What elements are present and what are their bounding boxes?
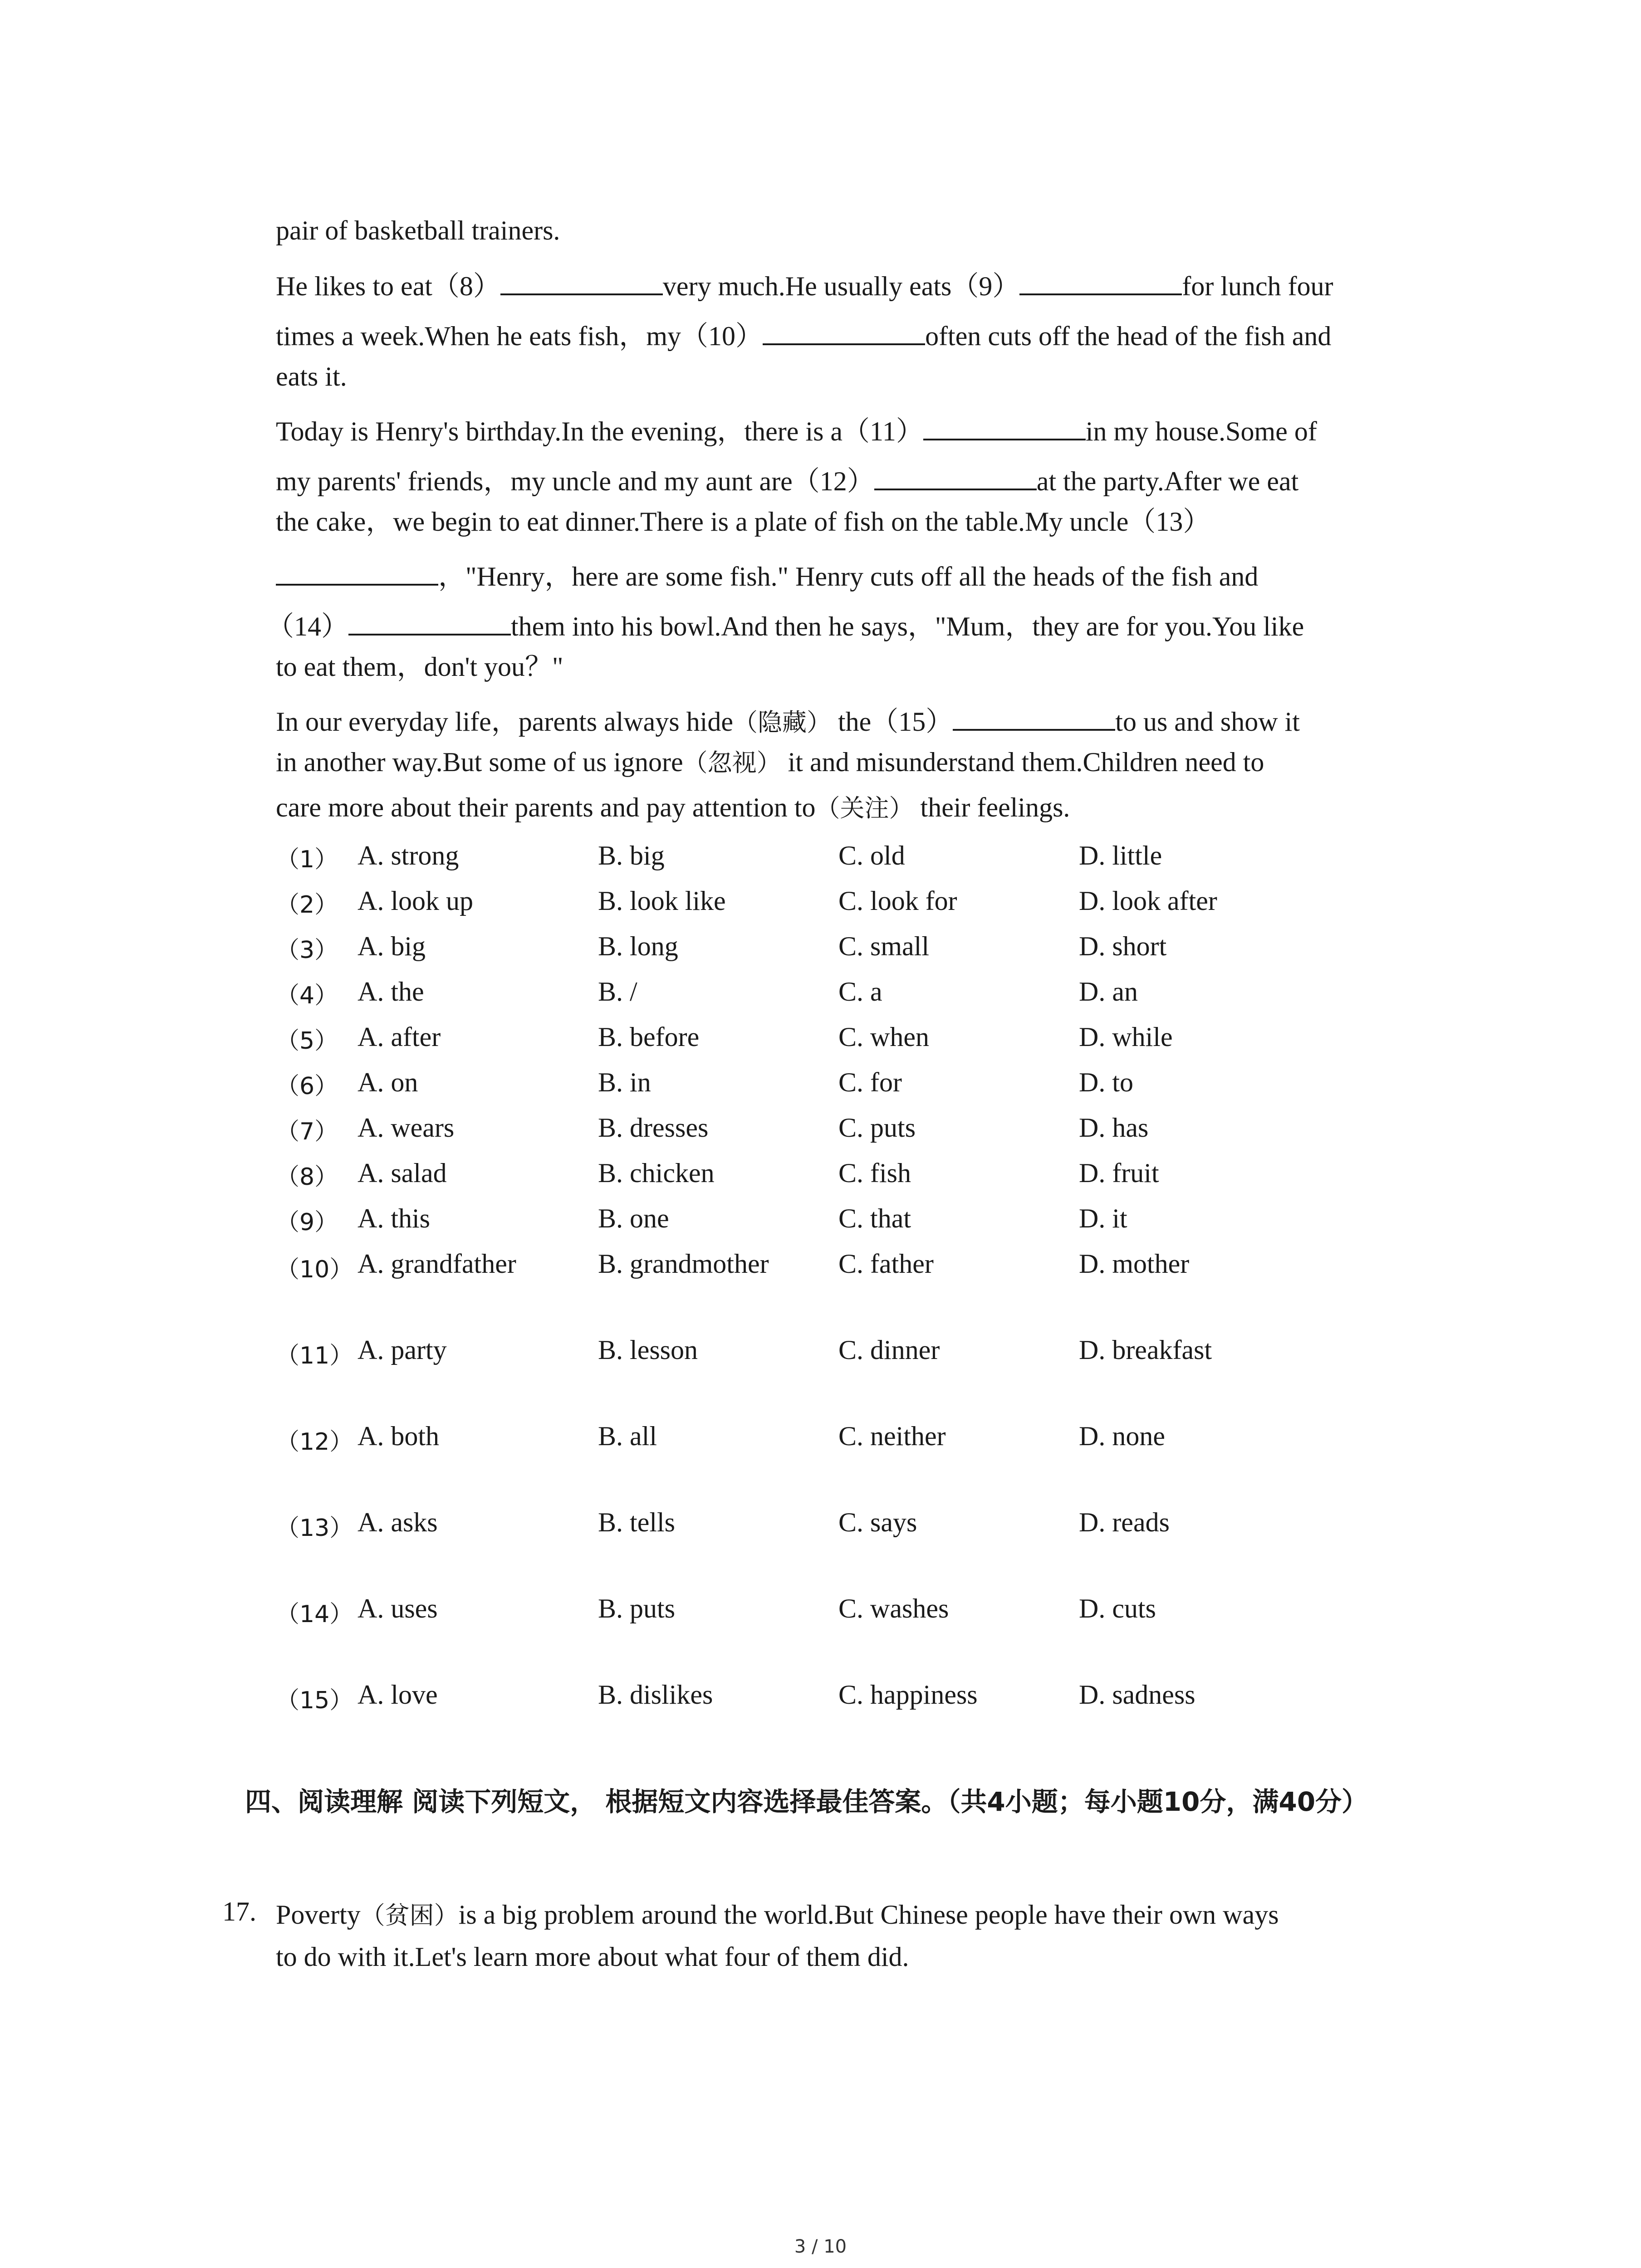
option-row: （4） A. the B. / C. a D. an <box>276 977 1138 1009</box>
passage-line: （14） them into his bowl.And then he says，"Mum，they are for you.You like <box>267 608 1304 640</box>
option-d[interactable]: D. cuts <box>1079 1593 1156 1623</box>
blank-8[interactable] <box>500 268 663 295</box>
option-d[interactable]: D. sadness <box>1079 1680 1195 1710</box>
blank-10[interactable] <box>763 318 925 345</box>
question-line: Poverty（贫困）is a big problem around the world.But Chinese people have their own ways <box>276 1900 1279 1930</box>
option-a[interactable]: A. party <box>358 1335 447 1365</box>
option-d[interactable]: D. none <box>1079 1421 1165 1451</box>
option-a[interactable]: A. both <box>358 1421 439 1451</box>
blank-14[interactable] <box>348 608 511 635</box>
option-row: （1） A. strong B. big C. old D. little <box>276 841 1162 873</box>
option-c[interactable]: C. look for <box>838 886 957 916</box>
option-b[interactable]: B. chicken <box>598 1158 715 1188</box>
passage-line: In our everyday life，parents always hide（隐藏） the（15） to us and show it <box>276 703 1300 735</box>
passage-line: to eat them，don't you？" <box>276 652 563 682</box>
passage-line: in another way.But some of us ignore（忽视） it and misunderstand them.Children need to <box>276 747 1264 777</box>
blank-13[interactable] <box>276 558 438 586</box>
option-a[interactable]: A. strong <box>358 841 459 870</box>
option-a[interactable]: A. on <box>358 1067 418 1097</box>
option-c[interactable]: C. washes <box>838 1593 949 1623</box>
question-number: 17. <box>222 1897 256 1926</box>
option-d[interactable]: D. fruit <box>1079 1158 1159 1188</box>
question-line: to do with it.Let's learn more about what four of them did. <box>276 1942 909 1972</box>
option-a[interactable]: A. big <box>358 931 426 961</box>
option-c[interactable]: C. for <box>838 1067 902 1097</box>
option-d[interactable]: D. little <box>1079 841 1162 870</box>
option-b[interactable]: B. grandmother <box>598 1249 769 1279</box>
passage-line: pair of basketball trainers. <box>276 215 560 245</box>
option-c[interactable]: C. a <box>838 977 882 1007</box>
option-b[interactable]: B. in <box>598 1067 651 1097</box>
option-a[interactable]: A. uses <box>358 1593 438 1623</box>
option-b[interactable]: B. look like <box>598 886 726 916</box>
option-d[interactable]: D. has <box>1079 1113 1149 1143</box>
option-b[interactable]: B. all <box>598 1421 657 1451</box>
option-a[interactable]: A. the <box>358 977 424 1007</box>
option-d[interactable]: D. an <box>1079 977 1138 1007</box>
option-c[interactable]: C. old <box>838 841 905 870</box>
option-row: （7） A. wears B. dresses C. puts D. has <box>276 1113 1149 1145</box>
cloze-passage <box>267 215 1455 843</box>
option-d[interactable]: D. breakfast <box>1079 1335 1212 1365</box>
passage-line: the cake，we begin to eat dinner.There is a plate of fish on the table.My uncle（13） <box>276 507 1210 537</box>
option-c[interactable]: C. says <box>838 1507 917 1537</box>
option-c[interactable]: C. that <box>838 1203 911 1233</box>
option-d[interactable]: D. look after <box>1079 886 1217 916</box>
option-b[interactable]: B. tells <box>598 1507 676 1537</box>
option-c[interactable]: C. small <box>838 931 930 961</box>
blank-15[interactable] <box>953 703 1115 731</box>
option-c[interactable]: C. happiness <box>838 1680 978 1710</box>
option-a[interactable]: A. love <box>358 1680 438 1710</box>
option-a[interactable]: A. asks <box>358 1507 438 1537</box>
page-number: 3 / 10 <box>794 2236 847 2257</box>
passage-line: care more about their parents and pay attention to（关注） their feelings. <box>276 792 1070 822</box>
option-row: （14） A. uses B. puts C. washes D. cuts <box>276 1593 1156 1628</box>
option-row: （6） A. on B. in C. for D. to <box>276 1067 1133 1100</box>
option-b[interactable]: B. dislikes <box>598 1680 713 1710</box>
option-d[interactable]: D. mother <box>1079 1249 1190 1279</box>
option-c[interactable]: C. when <box>838 1022 929 1052</box>
option-row: （8） A. salad B. chicken C. fish D. fruit <box>276 1158 1159 1191</box>
section-heading: 四、阅读理解 阅读下列短文， 根据短文内容选择最佳答案。（共4小题；每小题10分，满40分） <box>245 1786 1368 1817</box>
option-row: （5） A. after B. before C. when D. while <box>276 1022 1173 1055</box>
option-b[interactable]: B. one <box>598 1203 669 1233</box>
option-row: （11） A. party B. lesson C. dinner D. breakfast <box>276 1335 1212 1369</box>
option-d[interactable]: D. reads <box>1079 1507 1170 1537</box>
passage-line: my parents' friends，my uncle and my aunt are（12） at the party.After we eat <box>276 463 1298 495</box>
option-c[interactable]: C. father <box>838 1249 934 1279</box>
option-row: （12） A. both B. all C. neither D. none <box>276 1421 1165 1456</box>
option-a[interactable]: A. look up <box>358 886 473 916</box>
option-c[interactable]: C. fish <box>838 1158 911 1188</box>
option-b[interactable]: B. long <box>598 931 678 961</box>
passage-line: ，"Henry，here are some fish." Henry cuts off all the heads of the fish and <box>276 558 1258 590</box>
option-row: （2） A. look up B. look like C. look for D. look after <box>276 886 1217 919</box>
option-d[interactable]: D. to <box>1079 1067 1133 1097</box>
blank-9[interactable] <box>1019 268 1182 295</box>
option-d[interactable]: D. while <box>1079 1022 1173 1052</box>
passage-line: Today is Henry's birthday.In the evening，there is a（11） in my house.Some of <box>276 413 1317 445</box>
blank-11[interactable] <box>923 413 1086 440</box>
option-b[interactable]: B. lesson <box>598 1335 698 1365</box>
option-row: （10） A. grandfather B. grandmother C. father D. mother <box>276 1249 1190 1283</box>
option-d[interactable]: D. it <box>1079 1203 1127 1233</box>
option-row: （9） A. this B. one C. that D. it <box>276 1203 1127 1236</box>
option-row: （13） A. asks B. tells C. says D. reads <box>276 1507 1170 1542</box>
option-a[interactable]: A. this <box>358 1203 431 1233</box>
option-b[interactable]: B. before <box>598 1022 700 1052</box>
option-row: （3） A. big B. long C. small D. short <box>276 931 1167 964</box>
passage-line: eats it. <box>276 362 347 391</box>
option-c[interactable]: C. dinner <box>838 1335 940 1365</box>
passage-line: He likes to eat（8） very much.He usually eats（9） for lunch four <box>276 268 1333 300</box>
option-c[interactable]: C. neither <box>838 1421 946 1451</box>
blank-12[interactable] <box>874 463 1037 490</box>
passage-line: times a week.When he eats fish，my（10） often cuts off the head of the fish and <box>276 318 1331 350</box>
option-a[interactable]: A. salad <box>358 1158 447 1188</box>
option-a[interactable]: A. grandfather <box>358 1249 516 1279</box>
option-a[interactable]: A. after <box>358 1022 441 1052</box>
option-row: （15） A. love B. dislikes C. happiness D. sadness <box>276 1680 1195 1714</box>
option-b[interactable]: B. big <box>598 841 665 870</box>
option-d[interactable]: D. short <box>1079 931 1167 961</box>
option-b[interactable]: B. dresses <box>598 1113 709 1143</box>
option-a[interactable]: A. wears <box>358 1113 455 1143</box>
option-b[interactable]: B. / <box>598 977 637 1007</box>
option-c[interactable]: C. puts <box>838 1113 916 1143</box>
option-b[interactable]: B. puts <box>598 1593 676 1623</box>
